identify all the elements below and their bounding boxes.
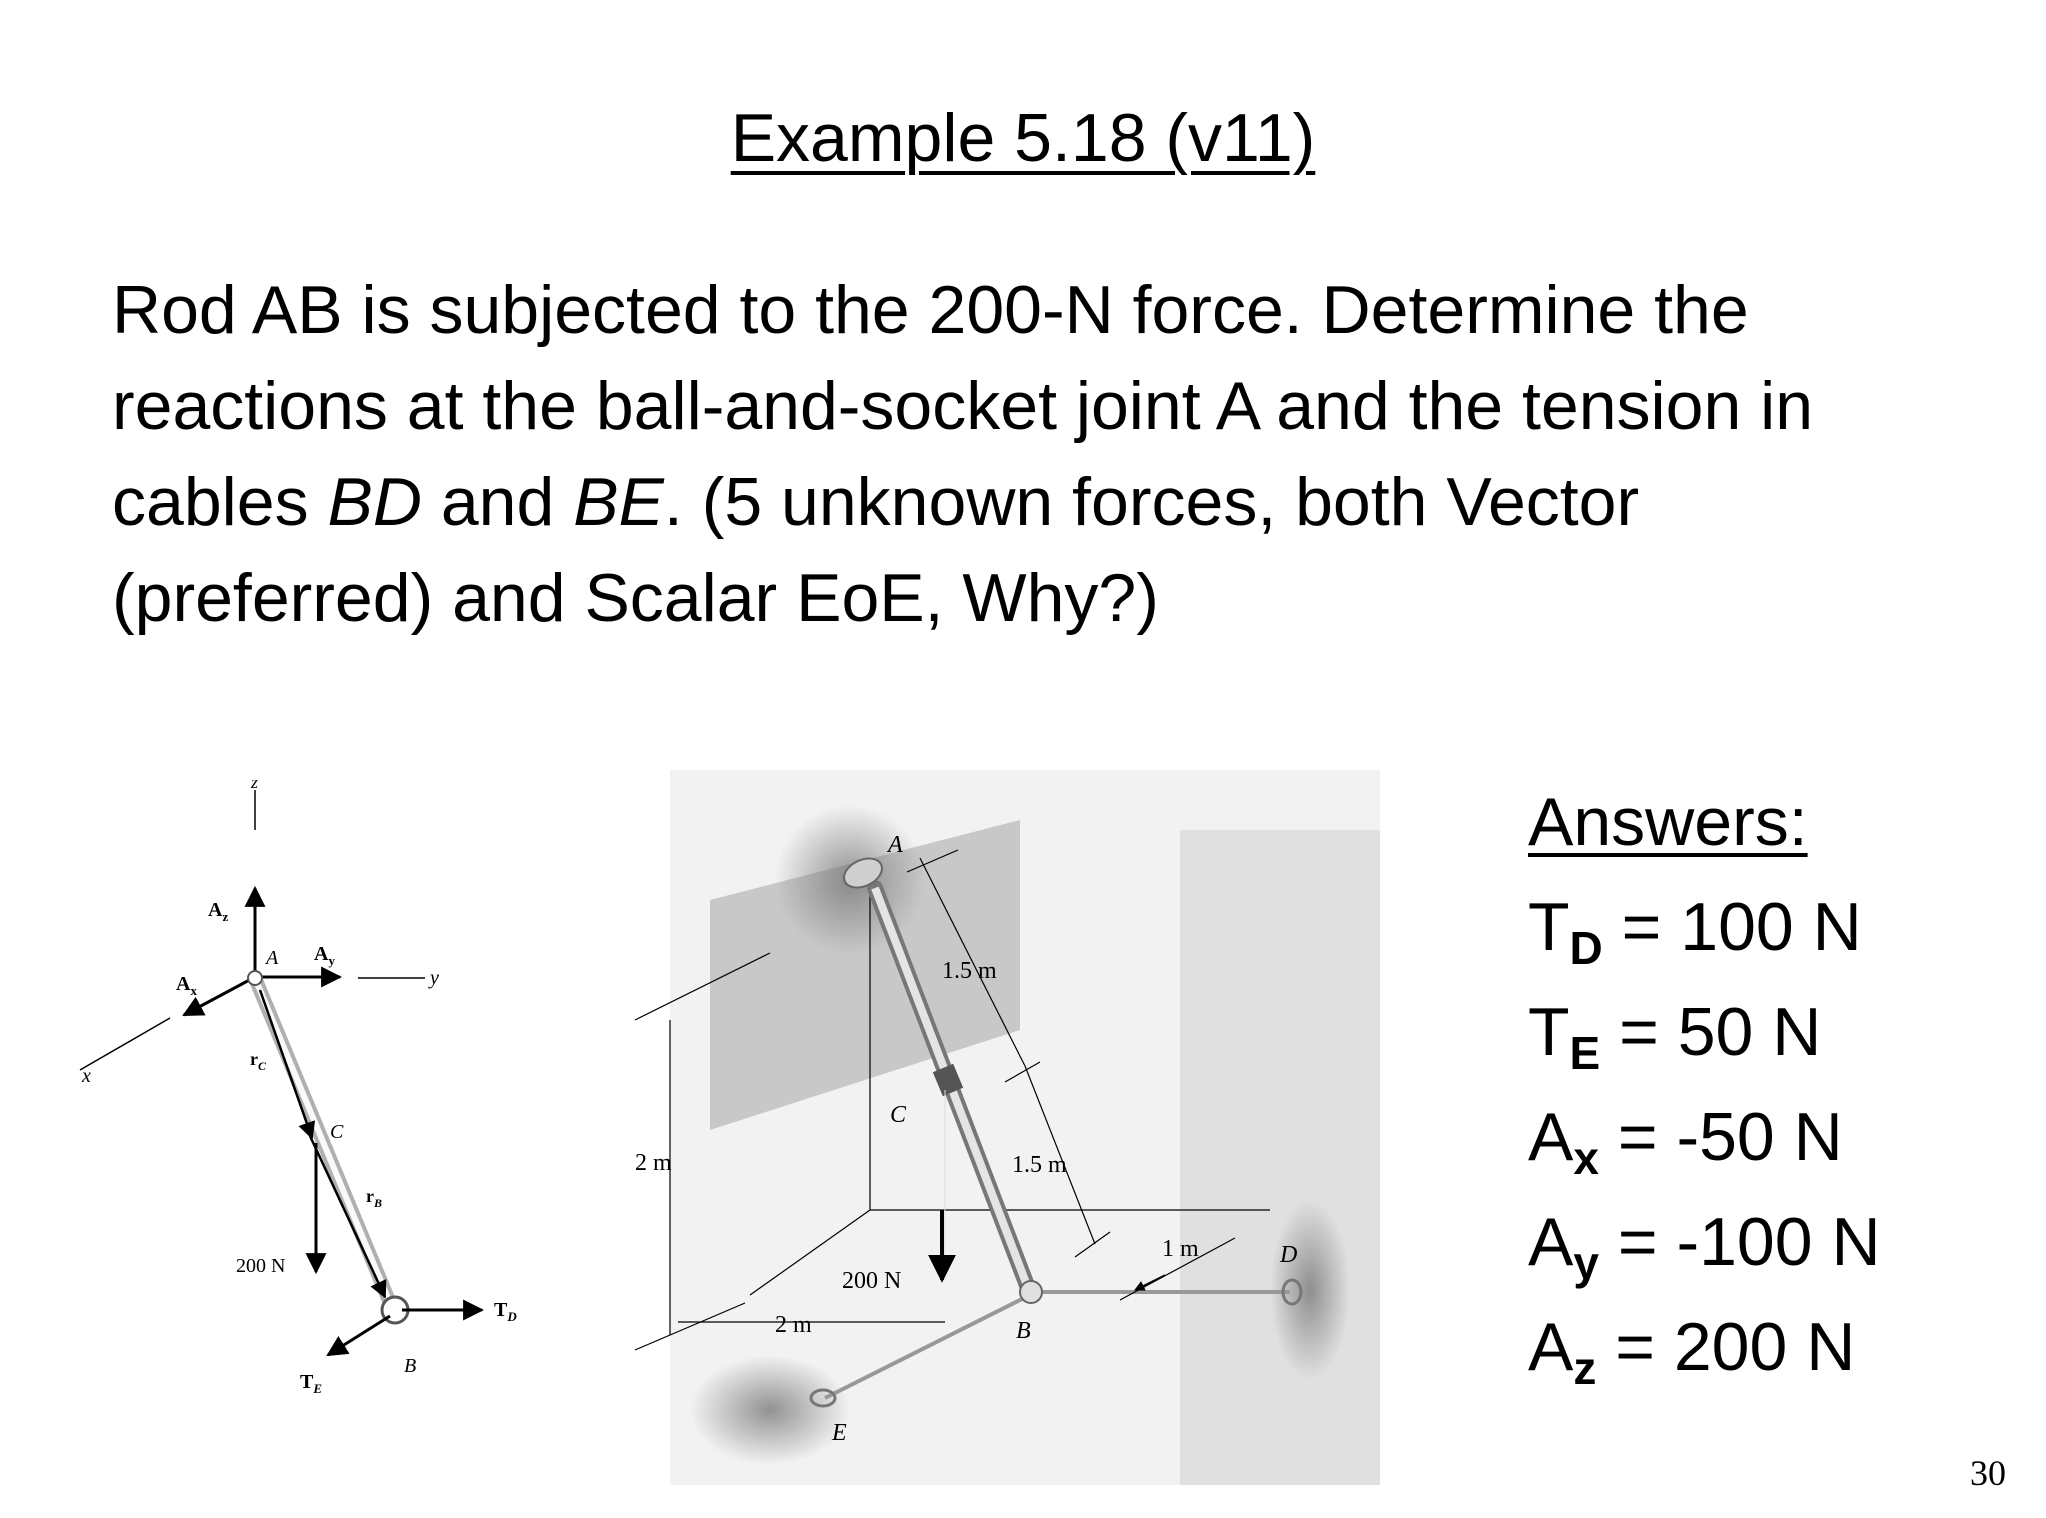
x-axis-label: x bbox=[82, 1065, 91, 1087]
setup-figure bbox=[620, 770, 1380, 1490]
free-body-diagram bbox=[60, 780, 580, 1440]
problem-statement bbox=[112, 262, 1972, 646]
point-C-label: C bbox=[890, 1102, 907, 1128]
answer-TE: $T_E = 50$ N bbox=[1528, 994, 1822, 1079]
Ay-label: $A_y$ bbox=[314, 943, 335, 968]
TD-label: $T_D$ bbox=[494, 1299, 517, 1324]
z-axis-label: z bbox=[251, 780, 259, 792]
y-axis-label: y bbox=[430, 967, 439, 989]
point-A-label: A bbox=[888, 832, 903, 858]
Ax-label: $A_x$ bbox=[176, 973, 197, 998]
point-B-label: B bbox=[1016, 1318, 1031, 1344]
slide-title: Example 5.18 (v11) bbox=[730, 100, 1316, 176]
answers-heading: Answers: bbox=[1528, 784, 1808, 860]
answer-TD: $T_D = 100$ N bbox=[1528, 889, 1862, 974]
point-D-label: D bbox=[1280, 1242, 1298, 1268]
dim-upper-label: 1.5 m bbox=[942, 958, 997, 984]
dim-1m-label: 1 m bbox=[1162, 1236, 1199, 1262]
height-label: 2 m bbox=[635, 1150, 672, 1176]
point-B-label: B bbox=[404, 1355, 417, 1377]
TE-label: $T_E$ bbox=[300, 1371, 323, 1396]
dim-lower-label: 1.5 m bbox=[1012, 1152, 1067, 1178]
force-label: 200 N bbox=[236, 1255, 286, 1277]
problem-line-3: cables BD and BE. (5 unknown forces, both Vector bbox=[112, 464, 1640, 540]
rC-label: $r_C$ bbox=[250, 1049, 267, 1073]
point-E-label: E bbox=[832, 1420, 847, 1446]
answer-Ay: $A_y = -100$ N bbox=[1528, 1204, 1881, 1289]
answer-Az: $A_z = 200$ N bbox=[1528, 1309, 1856, 1394]
dim-2m-label: 2 m bbox=[775, 1312, 812, 1338]
problem-line-4: (preferred) and Scalar EoE, Why?) bbox=[112, 560, 1159, 636]
point-A-label: A bbox=[266, 947, 279, 969]
answers-block bbox=[1528, 770, 2008, 1400]
page-number: 30 bbox=[1970, 1453, 2006, 1493]
force-label: 200 N bbox=[842, 1268, 902, 1294]
Az-label: $A_z$ bbox=[208, 899, 229, 924]
problem-line-1: Rod AB is subjected to the 200-N force. Determine the bbox=[112, 272, 1749, 348]
answer-Ax: $A_x = -50$ N bbox=[1528, 1099, 1843, 1184]
point-C-label: C bbox=[330, 1121, 344, 1143]
rB-label: $r_B$ bbox=[366, 1186, 383, 1210]
problem-line-2: reactions at the ball-and-socket joint A and the tension in bbox=[112, 368, 1814, 444]
